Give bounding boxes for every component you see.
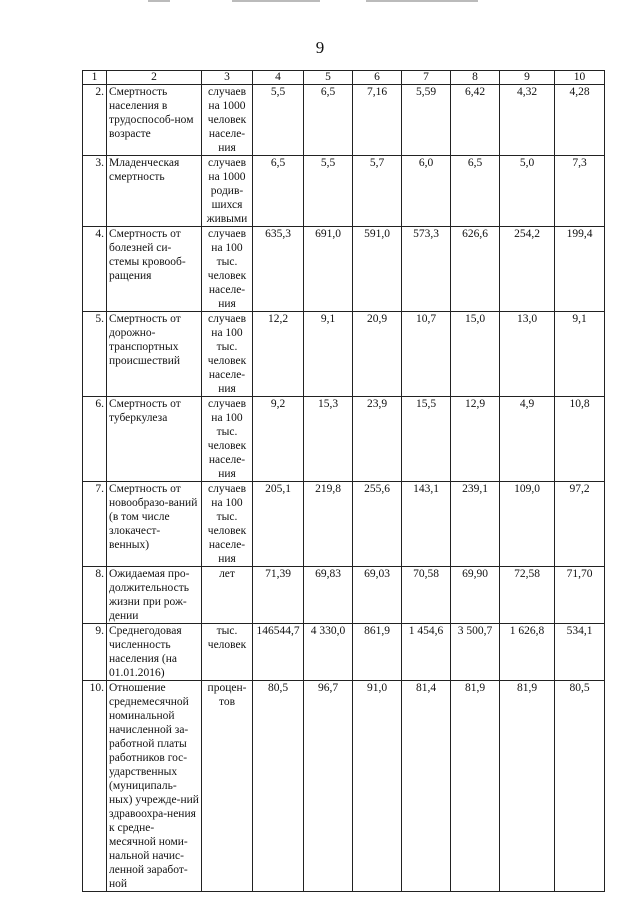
page-number: 9: [315, 38, 325, 57]
value-cell: 4 330,0: [304, 624, 353, 681]
value-cell: 70,58: [402, 567, 451, 624]
value-cell: 71,70: [555, 567, 605, 624]
unit-cell: случаев на 1000 родив-шихся живыми: [202, 156, 253, 227]
value-cell: 5,7: [353, 156, 402, 227]
unit-cell: случаев на 100 тыс. человек населе-ния: [202, 227, 253, 312]
value-cell: 1 626,8: [500, 624, 555, 681]
scan-artifact-middle: [232, 0, 320, 2]
header-cell: 2: [107, 71, 202, 85]
value-cell: 71,39: [253, 567, 304, 624]
indicator-cell: Смертность от дорожно-транспортных происшествий: [107, 312, 202, 397]
table-row: [83, 227, 605, 312]
value-cell: 12,2: [253, 312, 304, 397]
row-number: 5.: [83, 312, 107, 397]
table-row: [83, 85, 605, 156]
header-cell: 1: [83, 71, 107, 85]
value-cell: 4,32: [500, 85, 555, 156]
value-cell: 146544,7: [253, 624, 304, 681]
value-cell: 6,5: [451, 156, 500, 227]
value-cell: 199,4: [555, 227, 605, 312]
value-cell: 91,0: [353, 681, 402, 892]
value-cell: 12,9: [451, 397, 500, 482]
row-number: 9.: [83, 624, 107, 681]
unit-cell: случаев на 100 тыс. человек населе-ния: [202, 312, 253, 397]
indicator-cell: Смертность населения в трудоспособ-ном возрасте: [107, 85, 202, 156]
value-cell: 97,2: [555, 482, 605, 567]
table-row: [83, 156, 605, 227]
indicator-cell: Ожидаемая про-должительность жизни при рож-дении: [107, 567, 202, 624]
value-cell: 15,5: [402, 397, 451, 482]
value-cell: 23,9: [353, 397, 402, 482]
table-row: [83, 567, 605, 624]
header-cell: 3: [202, 71, 253, 85]
value-cell: 219,8: [304, 482, 353, 567]
unit-cell: случаев на 100 тыс. человек населе-ния: [202, 482, 253, 567]
value-cell: 81,4: [402, 681, 451, 892]
table-row: [83, 397, 605, 482]
value-cell: 9,1: [304, 312, 353, 397]
unit-cell: тыс. человек: [202, 624, 253, 681]
value-cell: 6,0: [402, 156, 451, 227]
header-cell: 9: [500, 71, 555, 85]
value-cell: 81,9: [451, 681, 500, 892]
value-cell: 9,1: [555, 312, 605, 397]
value-cell: 7,16: [353, 85, 402, 156]
value-cell: 5,5: [304, 156, 353, 227]
value-cell: 239,1: [451, 482, 500, 567]
value-cell: 6,5: [304, 85, 353, 156]
value-cell: 13,0: [500, 312, 555, 397]
value-cell: 254,2: [500, 227, 555, 312]
value-cell: 72,58: [500, 567, 555, 624]
value-cell: 6,42: [451, 85, 500, 156]
value-cell: 255,6: [353, 482, 402, 567]
value-cell: 205,1: [253, 482, 304, 567]
table-row: [83, 624, 605, 681]
value-cell: 10,8: [555, 397, 605, 482]
value-cell: 691,0: [304, 227, 353, 312]
header-cell: 6: [353, 71, 402, 85]
unit-cell: процен-тов: [202, 681, 253, 892]
value-cell: 6,5: [253, 156, 304, 227]
scan-artifact-left: [148, 0, 170, 2]
indicator-cell: Младенческая смертность: [107, 156, 202, 227]
value-cell: 10,7: [402, 312, 451, 397]
value-cell: 69,90: [451, 567, 500, 624]
value-cell: 635,3: [253, 227, 304, 312]
value-cell: 4,28: [555, 85, 605, 156]
row-number: 3.: [83, 156, 107, 227]
scan-artifact-right: [366, 0, 478, 2]
header-cell: 8: [451, 71, 500, 85]
row-number: 8.: [83, 567, 107, 624]
value-cell: 3 500,7: [451, 624, 500, 681]
value-cell: 626,6: [451, 227, 500, 312]
header-cell: 7: [402, 71, 451, 85]
header-cell: 4: [253, 71, 304, 85]
table-row: [83, 482, 605, 567]
header-cell: 5: [304, 71, 353, 85]
value-cell: 69,83: [304, 567, 353, 624]
value-cell: 15,3: [304, 397, 353, 482]
value-cell: 80,5: [555, 681, 605, 892]
value-cell: 5,59: [402, 85, 451, 156]
indicator-cell: Смертность от болезней си-стемы кровооб-ращения: [107, 227, 202, 312]
indicator-cell: Смертность от туберкулеза: [107, 397, 202, 482]
row-number: 7.: [83, 482, 107, 567]
value-cell: 591,0: [353, 227, 402, 312]
indicator-cell: Среднегодовая численность населения (на 01.01.2016): [107, 624, 202, 681]
row-number: 6.: [83, 397, 107, 482]
unit-cell: лет: [202, 567, 253, 624]
row-number: 2.: [83, 85, 107, 156]
header-cell: 10: [555, 71, 605, 85]
table-row: [83, 312, 605, 397]
value-cell: 15,0: [451, 312, 500, 397]
table-row: [83, 681, 605, 892]
unit-cell: случаев на 100 тыс. человек населе-ния: [202, 397, 253, 482]
value-cell: 20,9: [353, 312, 402, 397]
value-cell: 96,7: [304, 681, 353, 892]
value-cell: 109,0: [500, 482, 555, 567]
row-number: 4.: [83, 227, 107, 312]
value-cell: 80,5: [253, 681, 304, 892]
value-cell: 7,3: [555, 156, 605, 227]
unit-cell: случаев на 1000 человек населе-ния: [202, 85, 253, 156]
value-cell: 69,03: [353, 567, 402, 624]
statistics-table: [82, 70, 605, 892]
value-cell: 573,3: [402, 227, 451, 312]
indicator-cell: Отношение среднемесячной номинальной начисленной за-работной платы работников гос-ударственных (муниципаль-ных) учрежде-ний здравоохра-нения к средне-месячной номи-нальной начис-ленной заработ-ной: [107, 681, 202, 892]
value-cell: 1 454,6: [402, 624, 451, 681]
value-cell: 534,1: [555, 624, 605, 681]
value-cell: 861,9: [353, 624, 402, 681]
row-number: 10.: [83, 681, 107, 892]
value-cell: 4,9: [500, 397, 555, 482]
value-cell: 9,2: [253, 397, 304, 482]
value-cell: 81,9: [500, 681, 555, 892]
header-row: [83, 71, 605, 85]
value-cell: 143,1: [402, 482, 451, 567]
value-cell: 5,0: [500, 156, 555, 227]
indicator-cell: Смертность от новообразо-ваний (в том числе злокачест-венных): [107, 482, 202, 567]
value-cell: 5,5: [253, 85, 304, 156]
